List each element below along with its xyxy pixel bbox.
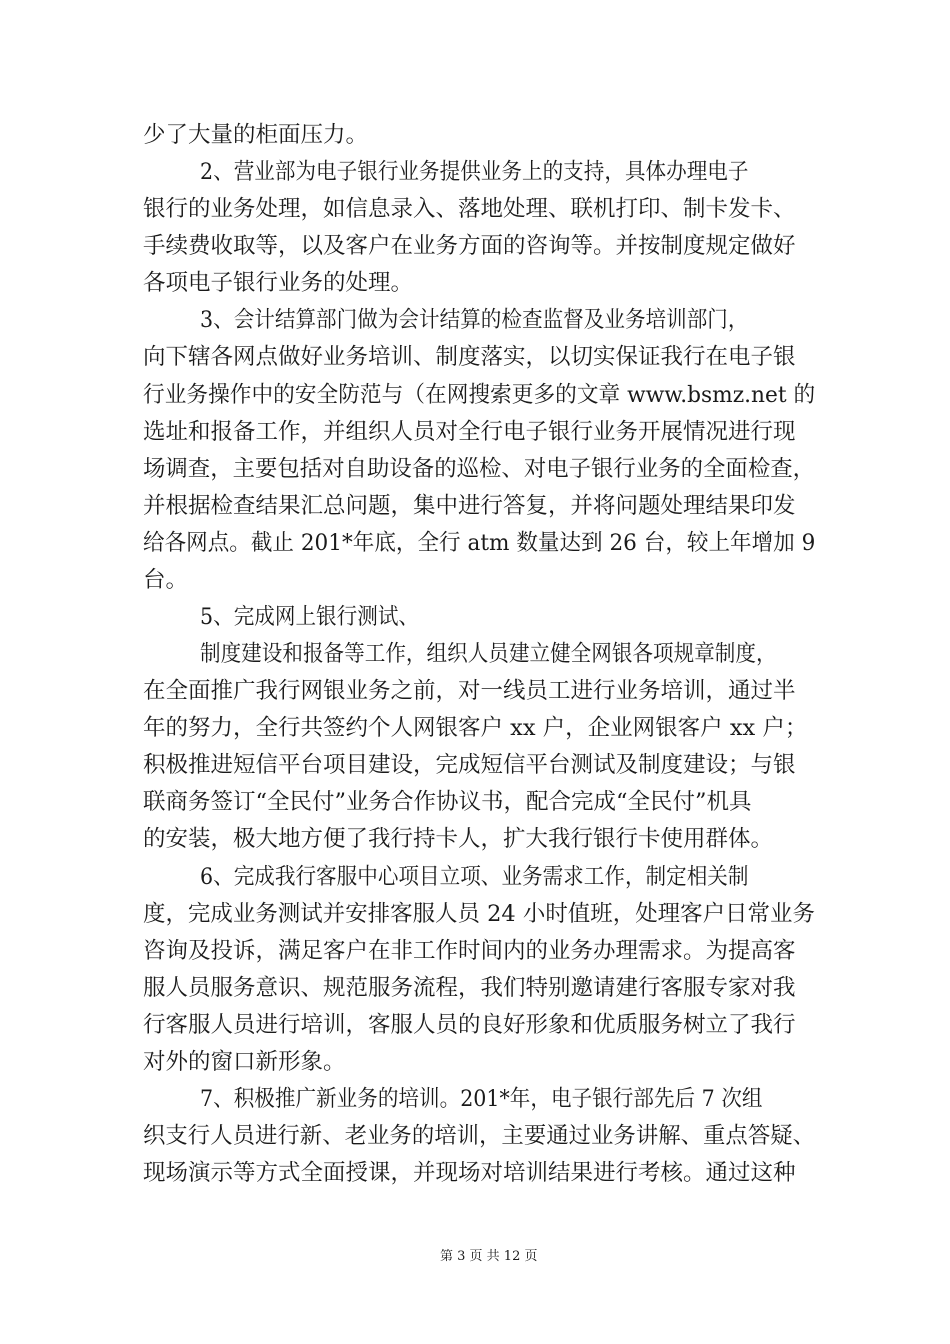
text-line: 的安装，极大地方便了我行持卡人，扩大我行银行卡使用群体。 bbox=[143, 826, 774, 852]
text-line: 行客服人员进行培训，客服人员的良好形象和优质服务树立了我行 bbox=[143, 1012, 796, 1038]
text-line: 给各网点。截止 201*年底，全行 atm 数量达到 26 台，较上年增加 9 bbox=[143, 530, 816, 556]
text-line: 银行的业务处理，如信息录入、落地处理、联机打印、制卡发卡、 bbox=[143, 196, 796, 222]
text-line: 织支行人员进行新、老业务的培训，主要通过业务讲解、重点答疑、 bbox=[143, 1123, 816, 1149]
page-number-footer: 第 3 页 共 12 页 bbox=[440, 1249, 538, 1264]
text-line: 服人员服务意识、规范服务流程，我们特别邀请建行客服专家对我 bbox=[143, 975, 796, 1001]
text-line: 选址和报备工作，并组织人员对全行电子银行业务开展情况进行现 bbox=[143, 419, 796, 445]
text-line: 咨询及投诉，满足客户在非工作时间内的业务办理需求。为提高客 bbox=[143, 938, 796, 964]
text-line: 制度建设和报备等工作，组织人员建立健全网银各项规章制度， bbox=[200, 641, 777, 667]
text-line: 年的努力，全行共签约个人网银客户 xx 户，企业网银客户 xx 户； bbox=[143, 715, 808, 741]
text-line: 手续费收取等，以及客户在业务方面的咨询等。并按制度规定做好 bbox=[143, 233, 796, 259]
text-line: 对外的窗口新形象。 bbox=[143, 1049, 346, 1075]
text-line: 积极推进短信平台项目建设，完成短信平台测试及制度建设；与银 bbox=[143, 752, 796, 778]
text-line: 向下辖各网点做好业务培训、制度落实，以切实保证我行在电子银 bbox=[143, 344, 796, 370]
text-line: 并根据检查结果汇总问题，集中进行答复，并将问题处理结果印发 bbox=[143, 493, 796, 519]
text-line: 行业务操作中的安全防范与（在网搜索更多的文章 www.bsmz.net 的 bbox=[143, 382, 816, 408]
text-line: 在全面推广我行网银业务之前，对一线员工进行业务培训，通过半 bbox=[143, 678, 796, 704]
text-line: 各项电子银行业务的处理。 bbox=[143, 270, 414, 296]
text-line: 场调查，主要包括对自助设备的巡检、对电子银行业务的全面检查， bbox=[143, 456, 816, 482]
text-line: 7、积极推广新业务的培训。201*年，电子银行部先后 7 次组 bbox=[200, 1086, 763, 1112]
text-line: 现场演示等方式全面授课，并现场对培训结果进行考核。通过这种 bbox=[143, 1160, 796, 1186]
text-line: 3、会计结算部门做为会计结算的检查监督及业务培训部门， bbox=[200, 307, 749, 333]
text-line: 5、完成网上银行测试、 bbox=[200, 604, 420, 630]
text-line: 台。 bbox=[143, 567, 189, 593]
text-line: 联商务签订“全民付”业务合作协议书，配合完成“全民付”机具 bbox=[143, 789, 752, 815]
text-line: 2、营业部为电子银行业务提供业务上的支持，具体办理电子 bbox=[200, 159, 749, 185]
text-line: 度，完成业务测试并安排客服人员 24 小时值班，处理客户日常业务 bbox=[143, 901, 815, 927]
text-line: 6、完成我行客服中心项目立项、业务需求工作，制定相关制 bbox=[200, 864, 749, 890]
text-line: 少了大量的柜面压力。 bbox=[143, 122, 369, 148]
